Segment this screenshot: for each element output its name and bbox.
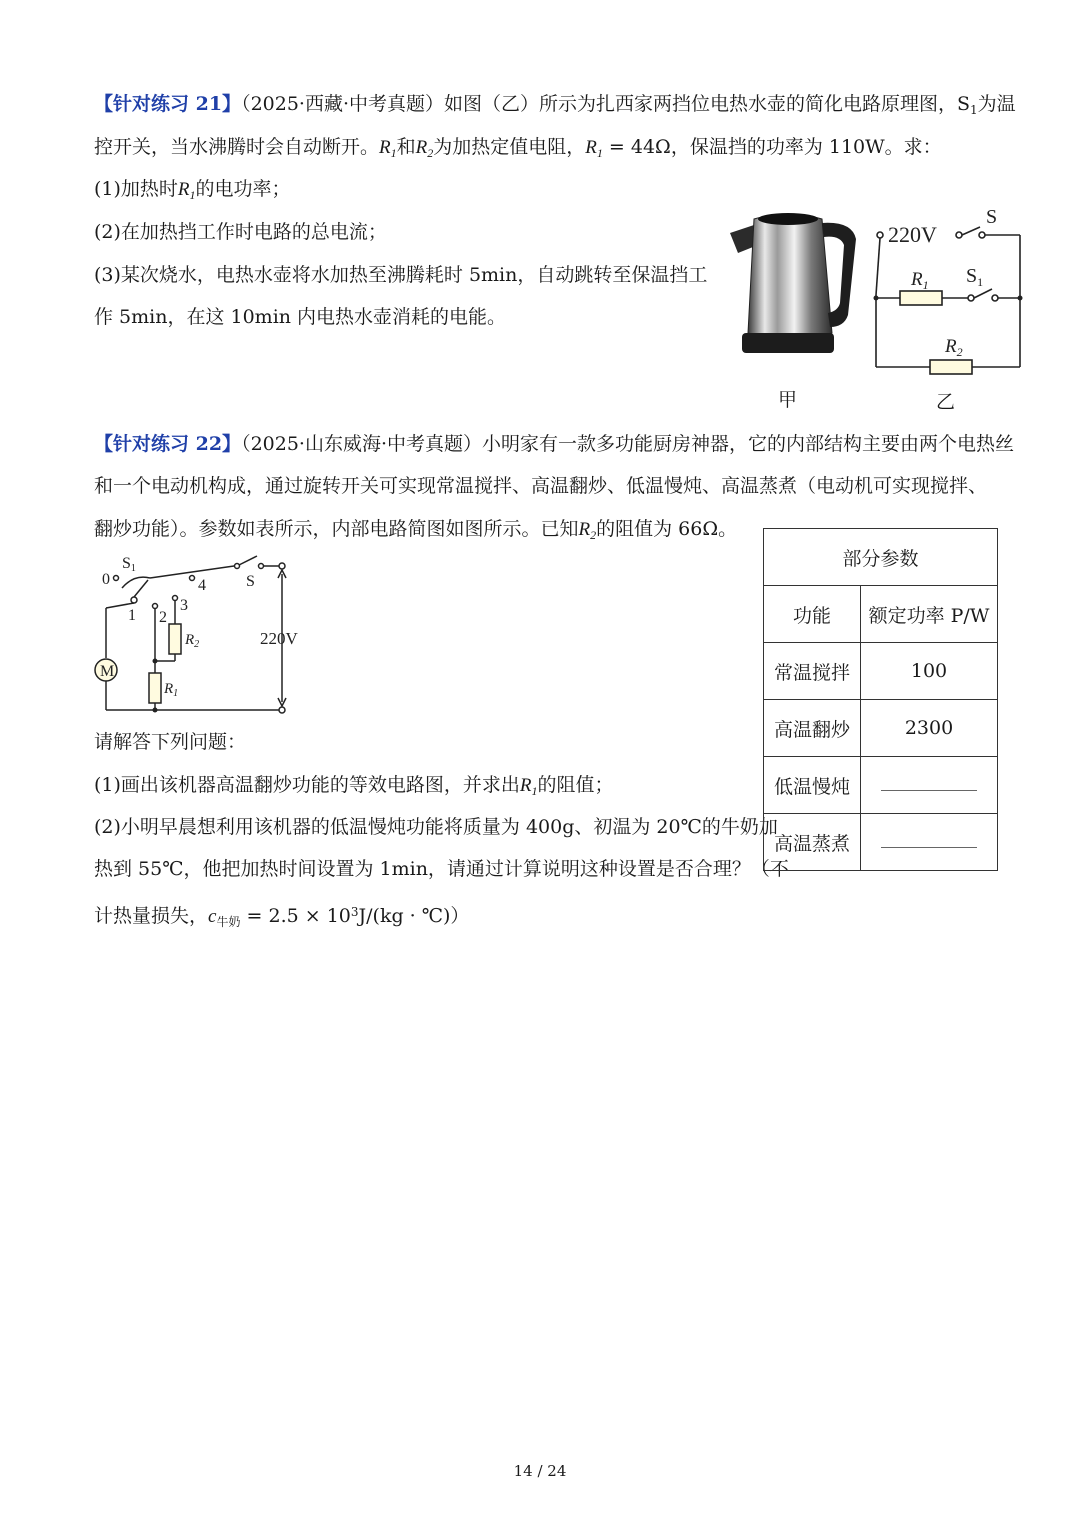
table-cell-blank (861, 814, 998, 871)
q22-p3-label: 3 (180, 597, 188, 614)
table-cell-function: 低温慢炖 (764, 757, 861, 814)
q21-item-1: (1)加热时$R_1$的电功率； (94, 178, 291, 202)
table-row (764, 757, 998, 814)
q21-line-1 (94, 92, 1016, 116)
table-header-power: 额定功率 P/W (861, 586, 998, 643)
q21-r1-b: $R_1$ (585, 137, 603, 160)
table-cell-function: 常温搅拌 (764, 643, 861, 700)
q22-p2-label: 2 (159, 609, 167, 626)
q22-r1-label: $R_1$ (164, 681, 179, 699)
q22-line-3: 翻炒功能）。参数如表所示，内部电路简图如图所示。已知$R_2$的阻值为 66Ω。 (94, 518, 738, 542)
q22-prompt: 请解答下列问题： (94, 731, 247, 753)
q21-s-label: S (986, 206, 998, 228)
q21-voltage-label: 220V (888, 222, 937, 247)
q21-line2-a: 控开关，当水沸腾时会自动断开。 (94, 136, 380, 158)
q21-line2-c: ，保温挡的功率为 110W。求： (670, 136, 942, 158)
q22-p4-label: 4 (198, 577, 206, 594)
q21-circuit-diagram (868, 205, 1028, 375)
q21-item-3a: (3)某次烧水，电热水壶将水加热至沸腾耗时 5min，自动跳转至保温挡工 (94, 264, 708, 286)
table-cell-function: 高温蒸煮 (764, 814, 861, 871)
q22-line1-text: （2025·山东威海·中考真题）小明家有一款多功能厨房神器，它的内部结构主要由两个电热丝 (241, 433, 1014, 455)
q21-tag: 【针对练习 21】 (94, 93, 242, 115)
q21-r1-val: = 44Ω (608, 136, 671, 158)
q21-item-2: (2)在加热挡工作时电路的总电流； (94, 221, 387, 243)
q22-item-2a: (2)小明早晨想利用该机器的低温慢炖功能将质量为 400g、初温为 20℃的牛奶加 (94, 816, 778, 838)
q21-r2-label: $R_2$ (945, 336, 963, 359)
q21-and: 和 (396, 136, 416, 158)
q22-line-1 (94, 432, 1014, 456)
q21-line1-end: 为温 (977, 93, 1016, 115)
table-title: 部分参数 (764, 529, 998, 586)
answer-blank (881, 778, 977, 791)
table-header-function: 功能 (764, 586, 861, 643)
q21-s1-label: $S_1$ (966, 265, 984, 289)
q21-line-2 (94, 135, 942, 160)
q22-voltage-label: 220V (260, 629, 298, 648)
table-row (764, 700, 998, 757)
q22-line-2: 和一个电动机构成，通过旋转开关可实现常温搅拌、高温翻炒、低温慢炖、高温蒸煮（电动机可实现搅拌、 (94, 475, 988, 497)
table-cell-blank (861, 757, 998, 814)
answer-blank (881, 835, 977, 848)
table-row (764, 643, 998, 700)
parameter-table (763, 528, 998, 871)
q21-r2: $R_2$ (415, 137, 434, 160)
q22-r2-label: $R_2$ (185, 632, 200, 650)
table-row (764, 814, 998, 871)
q21-line2-b: 为加热定值电阻， (433, 136, 586, 158)
page-number: 14 / 24 (513, 1462, 567, 1480)
q21-source: （2025·西藏·中考真题）如图（乙）所示为扎西家两挡位电热水壶的简化电路原理图， (241, 93, 957, 115)
table-cell-power: 100 (861, 643, 998, 700)
q22-p0-label: 0 (102, 571, 110, 588)
q21-s1: $S_1$ (957, 93, 978, 117)
table-cell-function: 高温翻炒 (764, 700, 861, 757)
q22-item-2b: 热到 55℃，他把加热时间设置为 1min，请通过计算说明这种设置是否合理？（不 (94, 858, 789, 880)
q21-r1-label: $R_1$ (911, 269, 929, 292)
q22-item-1: (1)画出该机器高温翻炒功能的等效电路图，并求出$R_1$的阻值； (94, 774, 614, 798)
q22-tag: 【针对练习 22】 (94, 433, 242, 455)
kettle-caption: 甲 (778, 389, 798, 411)
table-cell-power: 2300 (861, 700, 998, 757)
q21-item-3b: 作 5min，在这 10min 内电热水壶消耗的电能。 (94, 306, 507, 328)
kettle-image (718, 205, 868, 380)
q22-p1-label: 1 (128, 607, 136, 624)
q22-s1-label: S1 (122, 555, 136, 574)
q21-r1: $R_1$ (379, 137, 397, 160)
circuit-caption: 乙 (936, 391, 956, 413)
q22-circuit-diagram (94, 548, 314, 720)
q22-motor-label: M (100, 663, 115, 680)
q22-s-label: S (246, 573, 255, 590)
q22-item-2c: 计热量损失，$c_{牛奶} = 2.5 \times 10^3J/(kg$ · ℃)） (94, 905, 470, 929)
